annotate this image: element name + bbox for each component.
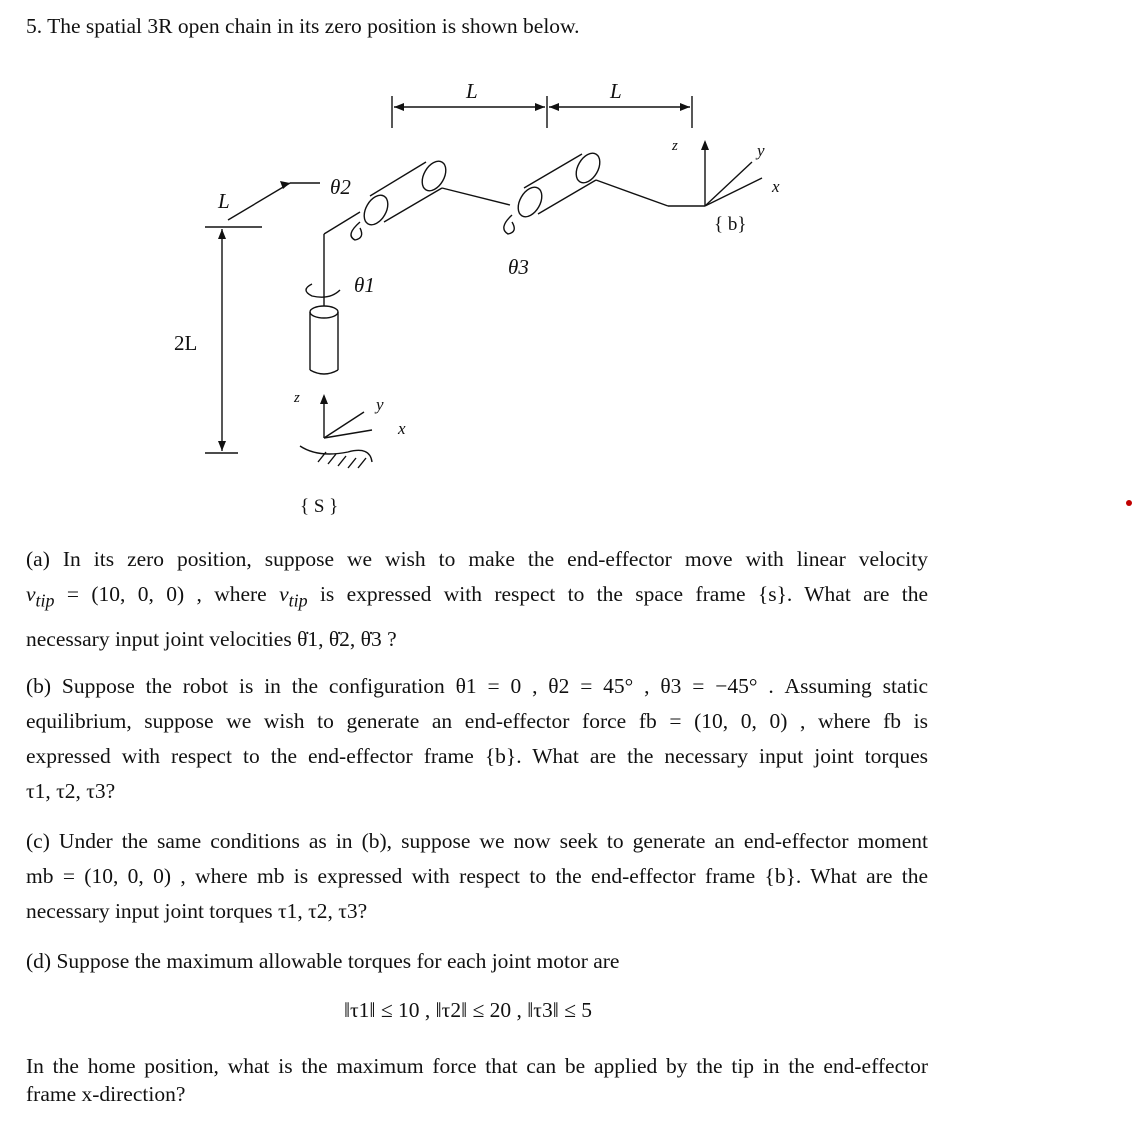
theta2-label: θ2	[330, 175, 351, 199]
theta1-label: θ1	[354, 273, 375, 297]
marker-dot	[1126, 500, 1132, 506]
part-b-line1: (b) Suppose the robot is in the configuration θ1 = 0 , θ2 = 45° , θ3 = −45° . Assuming static	[26, 674, 928, 698]
dim-label-top-left: L	[466, 79, 478, 103]
part-a	[26, 542, 928, 657]
part-a-line2: $v_{tip} = (10$, 0, 0) , where $v_{tip}$ is expressed with respect to the space frame {s}. What are the	[26, 582, 929, 611]
part-c-line3: necessary input joint torques τ1, τ2, τ3?	[26, 899, 368, 923]
question-title: 5. The spatial 3R open chain in its zero position is shown below.	[26, 14, 580, 38]
body-axis-x: x	[772, 177, 780, 196]
dim-label-side: L	[218, 189, 230, 213]
body-axis-y: y	[757, 141, 765, 160]
space-axis-x: x	[398, 419, 406, 438]
part-d-line3: frame x-direction?	[26, 1082, 186, 1106]
dim-label-height: 2L	[174, 331, 198, 355]
part-d-question	[26, 1052, 928, 1108]
dim-label-top-right: L	[610, 79, 622, 103]
part-b-line3: expressed with respect to the end-effector frame {b}. What are the necessary input joint torques	[26, 744, 928, 768]
part-c-line1: (c) Under the same conditions as in (b), suppose we now seek to generate an end-effector moment	[26, 829, 928, 853]
robot-figure	[150, 60, 830, 530]
part-b-line4: τ1, τ2, τ3?	[26, 779, 116, 803]
part-c-line2: mb = (10, 0, 0) , where mb is expressed with respect to the end-effector frame {b}. What are the	[26, 864, 928, 888]
part-a-line1: (a) In its zero position, suppose we wish to make the end-effector move with linear velocity	[26, 547, 928, 571]
part-d-constraint: ‖τ1‖ ≤ 10 , ‖τ2‖ ≤ 20 , ‖τ3‖ ≤ 5	[344, 998, 593, 1022]
space-frame-label: { S }	[300, 496, 339, 517]
space-axis-y: y	[376, 395, 384, 414]
theta3-label: θ3	[508, 255, 529, 279]
space-axis-z: z	[294, 390, 300, 406]
part-b	[26, 669, 928, 809]
part-d-line1: (d) Suppose the maximum allowable torques for each joint motor are	[26, 949, 620, 973]
body-frame-label: { b}	[714, 214, 747, 235]
part-b-line2: equilibrium, suppose we wish to generate an end-effector force fb = (10, 0, 0) , where fb is	[26, 709, 928, 733]
part-a-line3: necessary input joint velocities θ̇1, θ̇2, θ̇3 ?	[26, 627, 397, 652]
part-c	[26, 824, 928, 929]
part-d-line2: In the home position, what is the maximum force that can be applied by the tip in the end-effector	[26, 1054, 928, 1078]
body-axis-z: z	[672, 138, 678, 154]
